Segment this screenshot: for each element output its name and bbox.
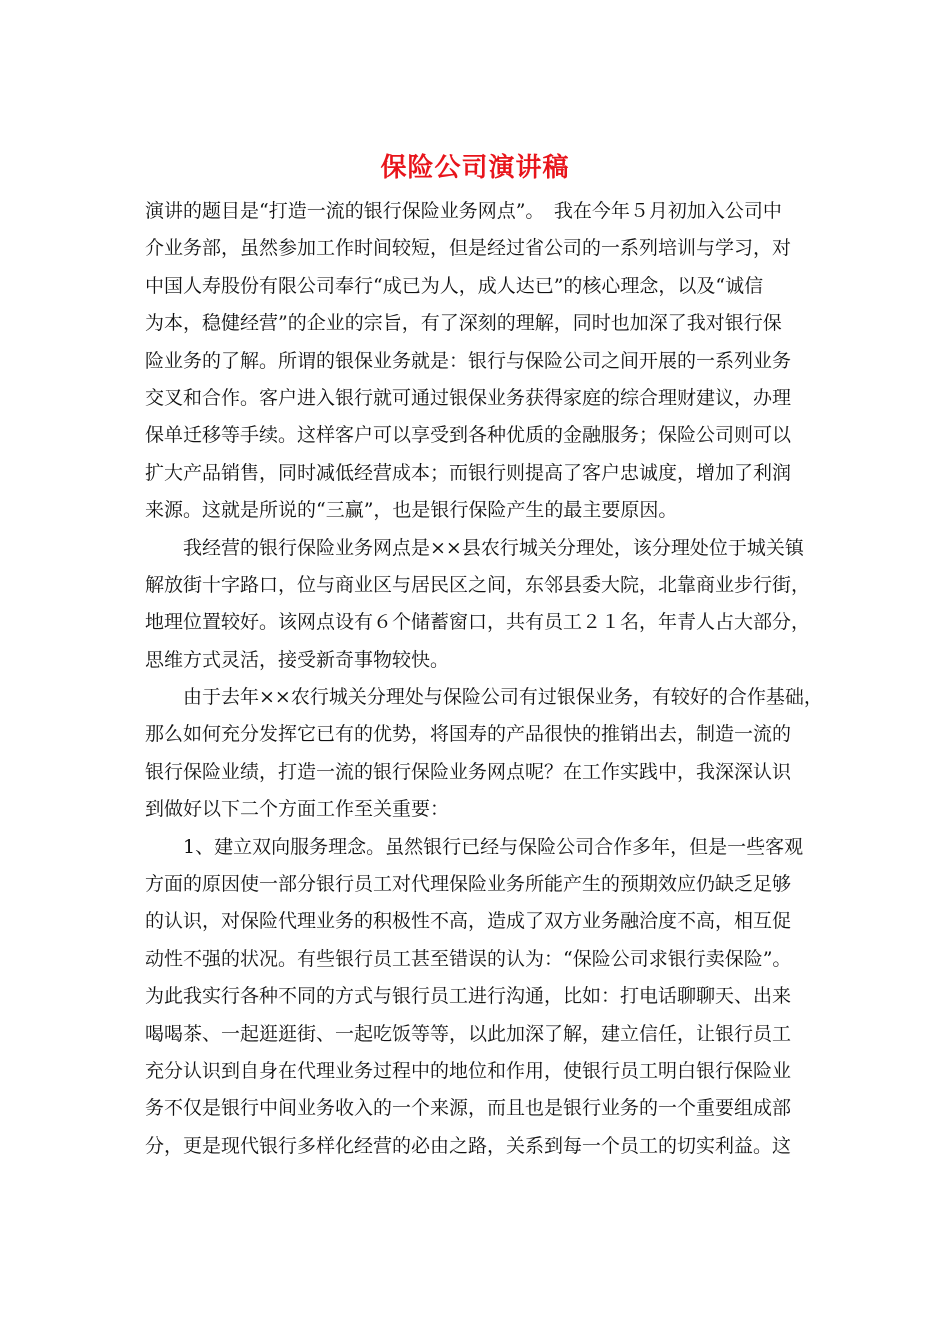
text-line: 我经营的银行保险业务网点是××县农行城关分理处，该分理处位于城关镇 [145,536,804,559]
text-line: 那么如何充分发挥它已有的优势，将国寿的产品很快的推销出去，制造一流的 [145,723,792,746]
text-line: 演讲的题目是“打造一流的银行保险业务网点”。 我在今年５月初加入公司中 [145,200,782,222]
document-body [145,193,823,1165]
text-line: 喝喝茶、一起逛逛街、一起吃饭等等，以此加深了解，建立信任，让银行员工 [145,1022,792,1045]
text-line: 由于去年××农行城关分理处与保险公司有过银保业务，有较好的合作基础， [145,686,823,709]
text-line: 务不仅是银行中间业务收入的一个来源，而且也是银行业务的一个重要组成部 [145,1097,792,1120]
text-line: 充分认识到自身在代理业务过程中的地位和作用，使银行员工明白银行保险业 [145,1059,792,1082]
text-line: 为此我实行各种不同的方式与银行员工进行沟通，比如：打电话聊聊天、出来 [145,985,792,1008]
text-line: 中国人寿股份有限公司奉行“成已为人，成人达已”的核心理念，以及“诚信 [145,274,764,297]
text-line: 扩大产品销售，同时减低经营成本；而银行则提高了客户忠诚度，增加了利润 [145,461,792,484]
text-line: 来源。这就是所说的“三赢”，也是银行保险产生的最主要原因。 [145,499,678,522]
text-line: 交叉和合作。客户进入银行就可通过银保业务获得家庭的综合理财建议，办理 [145,386,792,409]
text-line: 方面的原因使一部分银行员工对代理保险业务所能产生的预期效应仍缺乏足够 [145,873,792,896]
text-line: 到做好以下二个方面工作至关重要： [145,798,450,821]
text-line: 思维方式灵活，接受新奇事物较快。 [145,648,450,671]
text-line: 地理位置较好。该网点设有６个储蓄窗口，共有员工２１名，年青人占大部分， [145,611,811,634]
text-line: 分，更是现代银行多样化经营的必由之路，关系到每一个员工的切实利益。这 [145,1134,792,1157]
text-line: 1、建立双向服务理念。虽然银行已经与保险公司合作多年，但是一些客观 [145,835,804,858]
text-line: 动性不强的状况。有些银行员工甚至错误的认为：“保险公司求银行卖保险”。 [145,947,792,970]
text-line: 银行保险业绩，打造一流的银行保险业务网点呢？在工作实践中，我深深认识 [145,760,792,783]
text-line: 介业务部，虽然参加工作时间较短，但是经过省公司的一系列培训与学习，对 [145,237,792,260]
text-line: 保单迁移等手续。这样客户可以享受到各种优质的金融服务；保险公司则可以 [145,424,792,447]
text-line: 为本，稳健经营”的企业的宗旨，有了深刻的理解，同时也加深了我对银行保 [145,312,782,335]
text-line: 险业务的了解。所谓的银保业务就是：银行与保险公司之间开展的一系列业务 [145,349,792,372]
text-line: 的认识，对保险代理业务的积极性不高，造成了双方业务融洽度不高，相互促 [145,910,792,933]
text-line: 解放街十字路口，位与商业区与居民区之间，东邻县委大院，北靠商业步行街， [145,573,811,596]
document-title: 保险公司演讲稿 [380,153,570,183]
